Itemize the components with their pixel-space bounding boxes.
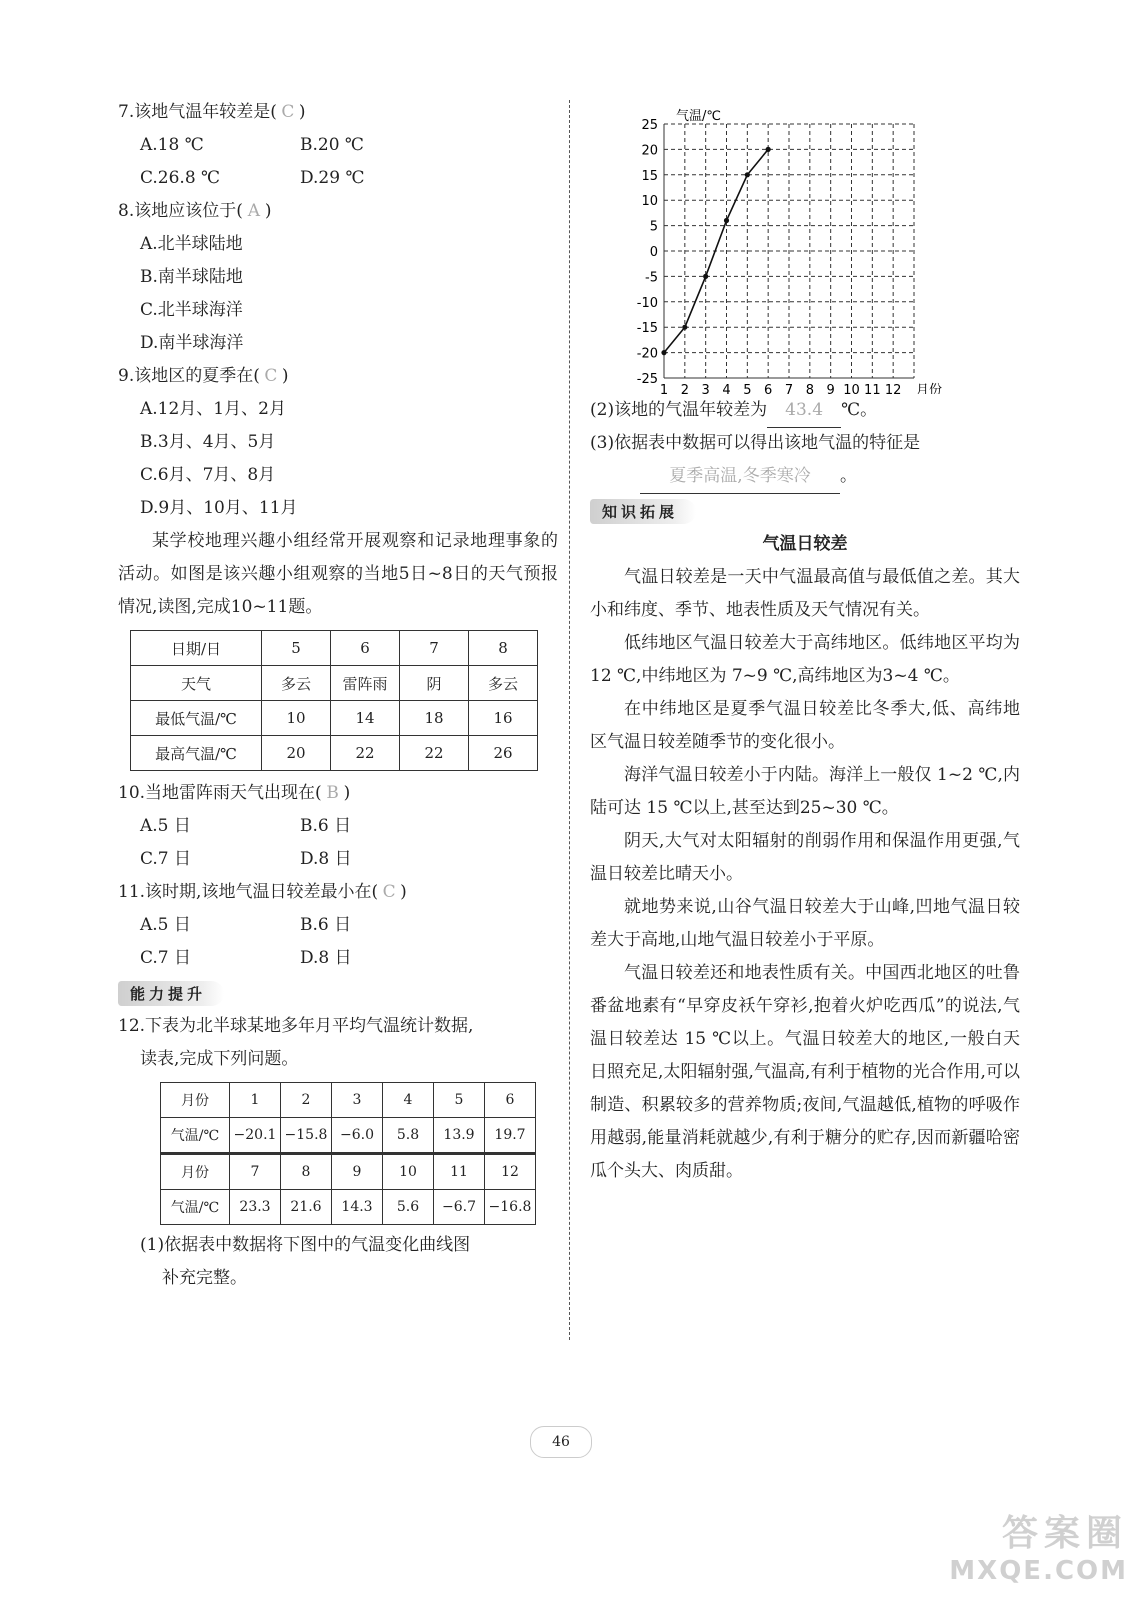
- extension-title: 气温日较差: [762, 534, 848, 554]
- answer-mark: C: [264, 366, 278, 386]
- right-column: [590, 104, 1020, 1188]
- passage-intro: 某学校地理兴趣小组经常开展观察和记录地理事象的活动。如图是该兴趣小组观察的当地5日~8日的天气预报情况,读图,完成10~11题。: [118, 531, 558, 617]
- option-a: A.北半球陆地: [140, 234, 243, 254]
- question-9: [118, 360, 558, 525]
- x-tick-label: 1: [659, 383, 669, 394]
- section-tag-ability: 能力提升: [118, 981, 224, 1006]
- option-b: B.20 ℃: [300, 135, 364, 155]
- page-number: 46: [530, 1426, 592, 1458]
- data-point: [661, 350, 666, 355]
- answer-mark: B: [326, 783, 339, 803]
- extension-paragraph: 低纬地区气温日较差大于高纬地区。低纬地区平均为 12 ℃,中纬地区为 7~9 ℃,高纬地区为3~4 ℃。: [590, 633, 1020, 686]
- sub-question-3: (3)依据表中数据可以得出该地气温的特征是: [590, 433, 921, 453]
- x-tick-label: 6: [764, 383, 773, 394]
- table-row: 气温/℃ −20.1 −15.8 −6.0 5.8 13.9 19.7: [161, 1118, 536, 1154]
- y-tick-label: -15: [636, 321, 658, 337]
- option-a: A.12月、1月、2月: [140, 399, 286, 419]
- temperature-chart-svg: [618, 104, 958, 394]
- x-tick-label: 4: [722, 383, 731, 394]
- question-12: [118, 1010, 558, 1295]
- left-column: [118, 96, 558, 1295]
- x-tick-label: 8: [805, 383, 814, 394]
- table-row: 最低气温/℃ 10 14 18 16: [131, 701, 538, 736]
- column-divider: [569, 100, 570, 1340]
- x-axis-label: 月份: [916, 383, 943, 394]
- answer-mark: A: [247, 201, 260, 221]
- question-8: [118, 195, 558, 360]
- extension-paragraph: 在中纬地区是夏季气温日较差比冬季大,低、高纬地区气温日较差随季节的变化很小。: [590, 699, 1020, 752]
- y-tick-label: 20: [641, 143, 658, 159]
- option-b: B.南半球陆地: [140, 267, 243, 287]
- data-point: [745, 172, 750, 177]
- y-tick-label: -25: [636, 372, 658, 387]
- x-tick-label: 3: [701, 383, 710, 394]
- y-tick-label: 0: [649, 245, 658, 260]
- extension-paragraph: 就地势来说,山谷气温日较差大于山峰,凹地气温日较差大于高地,山地气温日较差小于平原。: [590, 897, 1020, 950]
- option-a: A.18 ℃: [140, 135, 204, 155]
- data-point: [724, 218, 729, 223]
- x-tick-label: 10: [843, 383, 860, 394]
- y-tick-label: -10: [636, 295, 658, 311]
- option-a: A.5 日: [140, 915, 191, 935]
- option-b: B.6 日: [300, 915, 352, 935]
- sub-question-1-cont: 补充完整。: [162, 1268, 247, 1288]
- y-tick-label: -5: [645, 270, 658, 286]
- temperature-chart: [618, 104, 958, 394]
- option-a: A.5 日: [140, 816, 191, 836]
- question-7: [118, 96, 558, 195]
- watermark-logo: 答案圈 MXQE.COM: [949, 1513, 1128, 1586]
- question-stem: 7.该地气温年较差是( C ): [118, 96, 558, 129]
- option-d: D.8 日: [300, 948, 352, 968]
- extension-paragraph: 阴天,大气对太阳辐射的削弱作用和保温作用更强,气温日较差比晴天小。: [590, 831, 1020, 884]
- option-b: B.3月、4月、5月: [140, 432, 276, 452]
- weather-table: [130, 630, 538, 771]
- x-tick-label: 7: [784, 383, 794, 394]
- option-c: C.6月、7月、8月: [140, 465, 276, 485]
- option-d: D.8 日: [300, 849, 352, 869]
- answer-blank: 夏季高温,冬季寒冷: [640, 460, 840, 494]
- question-stem: 11.该时期,该地气温日较差最小在( C ): [118, 876, 558, 909]
- x-tick-label: 11: [864, 383, 881, 394]
- table-row: 天气 多云 雷阵雨 阴 多云: [131, 666, 538, 701]
- data-point: [682, 325, 687, 330]
- table-row: 月份 7 8 9 10 11 12: [161, 1154, 536, 1190]
- option-d: D.南半球海洋: [140, 333, 244, 353]
- option-c: C.北半球海洋: [140, 300, 243, 320]
- answer-mark: C: [281, 102, 295, 122]
- question-stem: 9.该地区的夏季在( C ): [118, 360, 558, 393]
- question-stem: 12.下表为北半球某地多年月平均气温统计数据,: [118, 1016, 474, 1036]
- question-stem: 8.该地应该位于( A ): [118, 195, 558, 228]
- sub-question-1: (1)依据表中数据将下图中的气温变化曲线图: [140, 1235, 471, 1255]
- option-b: B.6 日: [300, 816, 352, 836]
- table-row: 月份 1 2 3 4 5 6: [161, 1083, 536, 1118]
- y-tick-label: -20: [636, 346, 658, 362]
- table-row: 气温/℃ 23.3 21.6 14.3 5.6 −6.7 −16.8: [161, 1190, 536, 1225]
- table-row: 日期/日 5 6 7 8: [131, 631, 538, 666]
- table-row: 最高气温/℃ 20 22 22 26: [131, 736, 538, 771]
- x-tick-label: 9: [826, 383, 835, 394]
- question-11: [118, 876, 558, 975]
- x-tick-label: 5: [743, 383, 752, 394]
- sub-question-2: (2)该地的气温年较差为 43.4 ℃。: [590, 394, 1020, 427]
- sub-question-3-answer-line: 夏季高温,冬季寒冷 。: [590, 460, 1020, 493]
- answer-blank: 43.4: [767, 394, 841, 428]
- option-d: D.29 ℃: [300, 168, 365, 188]
- option-d: D.9月、10月、11月: [140, 498, 298, 518]
- question-stem-cont: 读表,完成下列问题。: [140, 1049, 299, 1069]
- y-tick-label: 15: [641, 168, 658, 184]
- option-c: C.26.8 ℃: [140, 168, 221, 188]
- y-tick-label: 5: [649, 219, 658, 235]
- monthly-temp-table: [160, 1082, 536, 1225]
- y-tick-label: 25: [641, 118, 658, 133]
- extension-paragraph: 气温日较差还和地表性质有关。中国西北地区的吐鲁番盆地素有“早穿皮袄午穿衫,抱着火炉吃西瓜”的说法,气温日较差达 15 ℃以上。气温日较差大的地区,一般白天日照充足,太阳辐射强,气温高,有利于植物的光合作用,可以制造、积累较多的营养物质;夜间,气温越低,植物的呼吸作用越弱,能量消耗就越少,有利于糖分的贮存,因而新疆哈密瓜个头大、肉质甜。: [590, 963, 1020, 1181]
- data-point: [703, 274, 708, 279]
- y-tick-label: 10: [641, 194, 658, 210]
- section-tag-extension: 知识拓展: [590, 499, 696, 524]
- y-axis-label: 气温/℃: [676, 109, 721, 124]
- extension-paragraph: 气温日较差是一天中气温最高值与最低值之差。其大小和纬度、季节、地表性质及天气情况有关。: [590, 567, 1020, 620]
- option-c: C.7 日: [140, 948, 192, 968]
- x-tick-label: 12: [884, 383, 902, 394]
- option-c: C.7 日: [140, 849, 192, 869]
- extension-paragraph: 海洋气温日较差小于内陆。海洋上一般仅 1~2 ℃,内陆可达 15 ℃以上,甚至达到25~30 ℃。: [590, 765, 1020, 818]
- answer-mark: C: [382, 882, 396, 902]
- x-tick-label: 2: [680, 383, 689, 394]
- data-point: [766, 147, 771, 152]
- question-10: [118, 777, 558, 876]
- question-stem: 10.当地雷阵雨天气出现在( B ): [118, 777, 558, 810]
